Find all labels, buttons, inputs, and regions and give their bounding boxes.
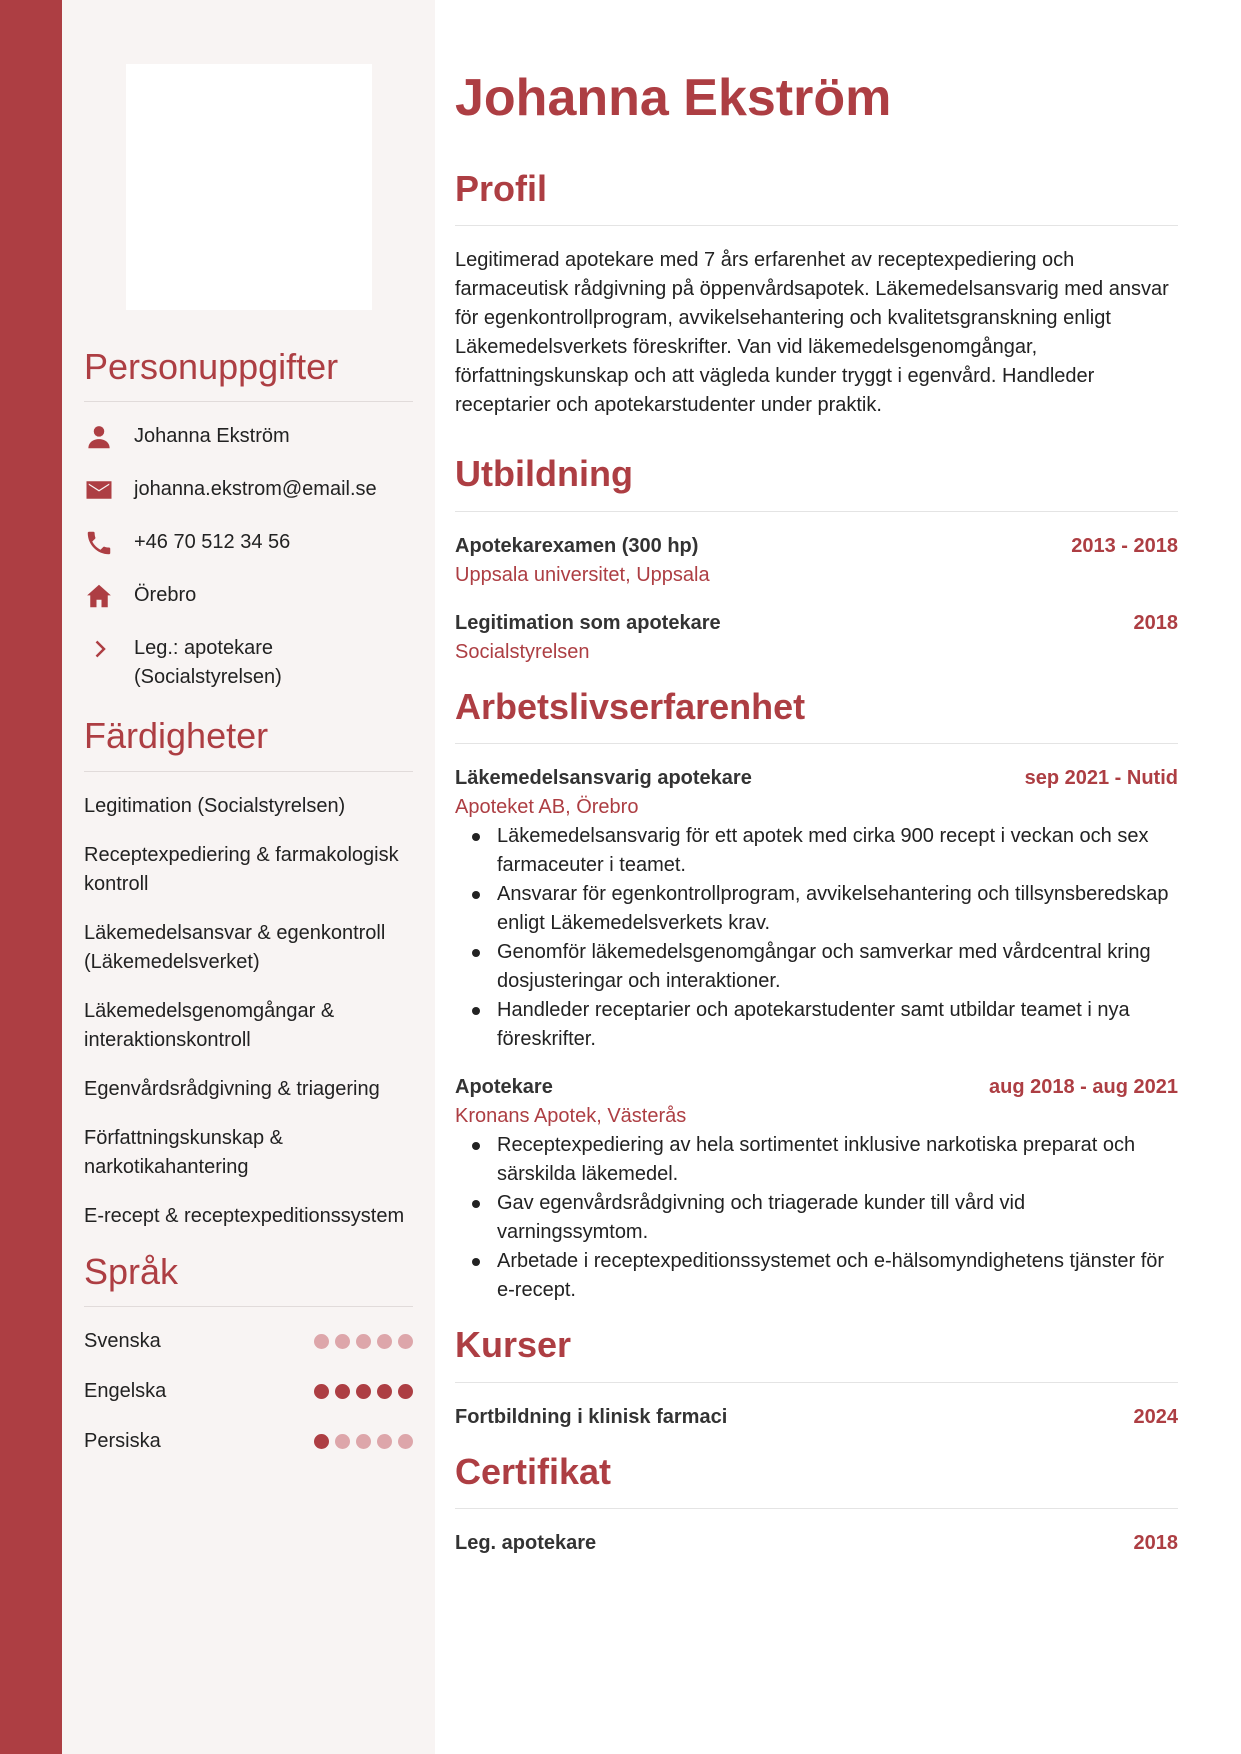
education-entry [455,609,1178,667]
level-dot-empty [398,1434,413,1449]
level-dot-filled [335,1384,350,1399]
entry-date: 2013 - 2018 [1071,534,1178,557]
entry-date: 2018 [1133,1531,1178,1554]
main-content [455,62,1178,1577]
contact-email [84,475,413,505]
entry-institution: Uppsala universitet, Uppsala [455,563,710,586]
skill-item: Läkemedelsgenomgångar & interaktionskontroll [84,999,335,1051]
education-heading: Utbildning [455,453,1178,511]
profile-text: Legitimerad apotekare med 7 års erfarenhet av receptexpediering och farmaceutisk rådgivning på öppenvårdsapotek. Läkemedelsansvarig med ansvar för egenkontrollprogram, avvikelsehantering och kvalitetsgranskning enligt Läkemedelsverkets föreskrifter. Van vid läkemedelsgenomgångar, författningskunskap och att vägleda kunder tryggt i egenvård. Handleder receptarier och apotekarstudenter under praktik. [455,249,1169,417]
level-dot-filled [314,1384,329,1399]
entry-bullets [455,822,1178,1054]
entry-title: Legitimation som apotekare [455,611,721,634]
certificate-entry [455,1529,1178,1558]
contact-phone [84,528,413,558]
profile-photo [126,64,372,310]
bullet-item: Handleder receptarier och apotekarstudenter samt utbildar teamet i nya föreskrifter. [455,996,1178,1054]
certificates-section [455,1451,1178,1558]
person-icon [84,422,114,452]
profile-section [455,168,1178,420]
contact-name-text: Johanna Ekström [134,425,290,448]
sidebar [62,0,435,1754]
level-dot-empty [314,1334,329,1349]
level-dot-empty [398,1334,413,1349]
courses-section [455,1324,1178,1431]
phone-icon [84,528,114,558]
level-dot-empty [356,1434,371,1449]
entry-bullets [455,1131,1178,1305]
language-level [308,1384,413,1399]
certificates-heading: Certifikat [455,1451,1178,1509]
courses-heading: Kurser [455,1324,1178,1382]
chevron-right-icon [84,634,114,664]
skills-heading: Färdigheter [84,715,413,771]
contact-name [84,422,413,452]
skill-item: Receptexpediering & farmakologisk kontroll [84,843,399,895]
contact-email-text[interactable]: johanna.ekstrom@email.se [134,478,377,501]
language-level [308,1334,413,1349]
contact-location-text: Örebro [134,584,197,607]
education-list [455,532,1178,667]
language-name: Persiska [84,1430,161,1453]
mail-icon [84,475,114,505]
bullet-item: Läkemedelsansvarig för ett apotek med cirka 900 recept i veckan och sex farmaceuter i teamet. [455,822,1178,880]
entry-title: Leg. apotekare [455,1531,597,1554]
level-dot-filled [377,1384,392,1399]
certificates-list [455,1529,1178,1558]
level-dot-empty [356,1334,371,1349]
skill-item: E-recept & receptexpeditionssystem [84,1204,405,1227]
bullet-item: Receptexpediering av hela sortimentet inklusive narkotiska preparat och särskilda läkemedel. [455,1131,1178,1189]
contact-phone-text[interactable]: +46 70 512 34 56 [134,531,291,554]
language-name: Svenska [84,1330,161,1353]
contact-license [84,634,413,692]
skill-item: Egenvårdsrådgivning & triagering [84,1077,380,1100]
entry-institution: Socialstyrelsen [455,640,590,663]
accent-stripe [0,0,62,1754]
experience-section [455,686,1178,1305]
skill-item: Författningskunskap & narkotikahantering [84,1126,283,1178]
entry-date: aug 2018 - aug 2021 [989,1076,1178,1099]
experience-entry [455,1073,1178,1305]
bullet-item: Genomför läkemedelsgenomgångar och samverkar med vårdcentral kring dosjusteringar och interaktioner. [455,938,1178,996]
contact-license-text: Leg.: apotekare (Socialstyrelsen) [134,637,282,689]
courses-list [455,1403,1178,1432]
candidate-name: Johanna Ekström [455,69,892,127]
skill-item: Legitimation (Socialstyrelsen) [84,794,346,817]
education-entry [455,532,1178,590]
level-dot-empty [377,1434,392,1449]
entry-date: sep 2021 - Nutid [1024,767,1178,790]
home-icon [84,581,114,611]
language-level [308,1434,413,1449]
entry-title: Fortbildning i klinisk farmaci [455,1405,728,1428]
entry-date: 2018 [1133,611,1178,634]
entry-date: 2024 [1133,1405,1178,1428]
level-dot-filled [356,1384,371,1399]
entry-title: Apotekare [455,1076,553,1099]
entry-title: Apotekarexamen (300 hp) [455,534,699,557]
languages-list [84,1327,413,1456]
level-dot-filled [398,1384,413,1399]
level-dot-empty [335,1434,350,1449]
entry-employer: Kronans Apotek, Västerås [455,1105,687,1128]
experience-list [455,764,1178,1305]
contact-list [84,422,413,692]
skill-item: Läkemedelsansvar & egenkontroll (Läkemedelsverket) [84,921,386,973]
sidebar-content [84,346,413,1477]
contact-location [84,581,413,611]
level-dot-empty [377,1334,392,1349]
course-entry [455,1403,1178,1432]
level-dot-filled [314,1434,329,1449]
level-dot-empty [335,1334,350,1349]
language-row [84,1377,413,1406]
language-name: Engelska [84,1380,167,1403]
language-row [84,1427,413,1456]
education-section [455,453,1178,666]
languages-heading: Språk [84,1251,413,1307]
entry-employer: Apoteket AB, Örebro [455,796,639,819]
bullet-item: Ansvarar för egenkontrollprogram, avvikelsehantering och tillsynsberedskap enligt Läkemedelsverkets krav. [455,880,1178,938]
profile-heading: Profil [455,168,1178,226]
bullet-item: Gav egenvårdsrådgivning och triagerade kunder till vård vid varningssymtom. [455,1189,1178,1247]
personal-heading: Personuppgifter [84,346,413,402]
entry-title: Läkemedelsansvarig apotekare [455,767,752,790]
experience-heading: Arbetslivserfarenhet [455,686,1178,744]
bullet-item: Arbetade i receptexpeditionssystemet och e-hälsomyndighetens tjänster för e-recept. [455,1247,1178,1305]
experience-entry [455,764,1178,1054]
language-row [84,1327,413,1356]
skills-list [84,792,413,1231]
